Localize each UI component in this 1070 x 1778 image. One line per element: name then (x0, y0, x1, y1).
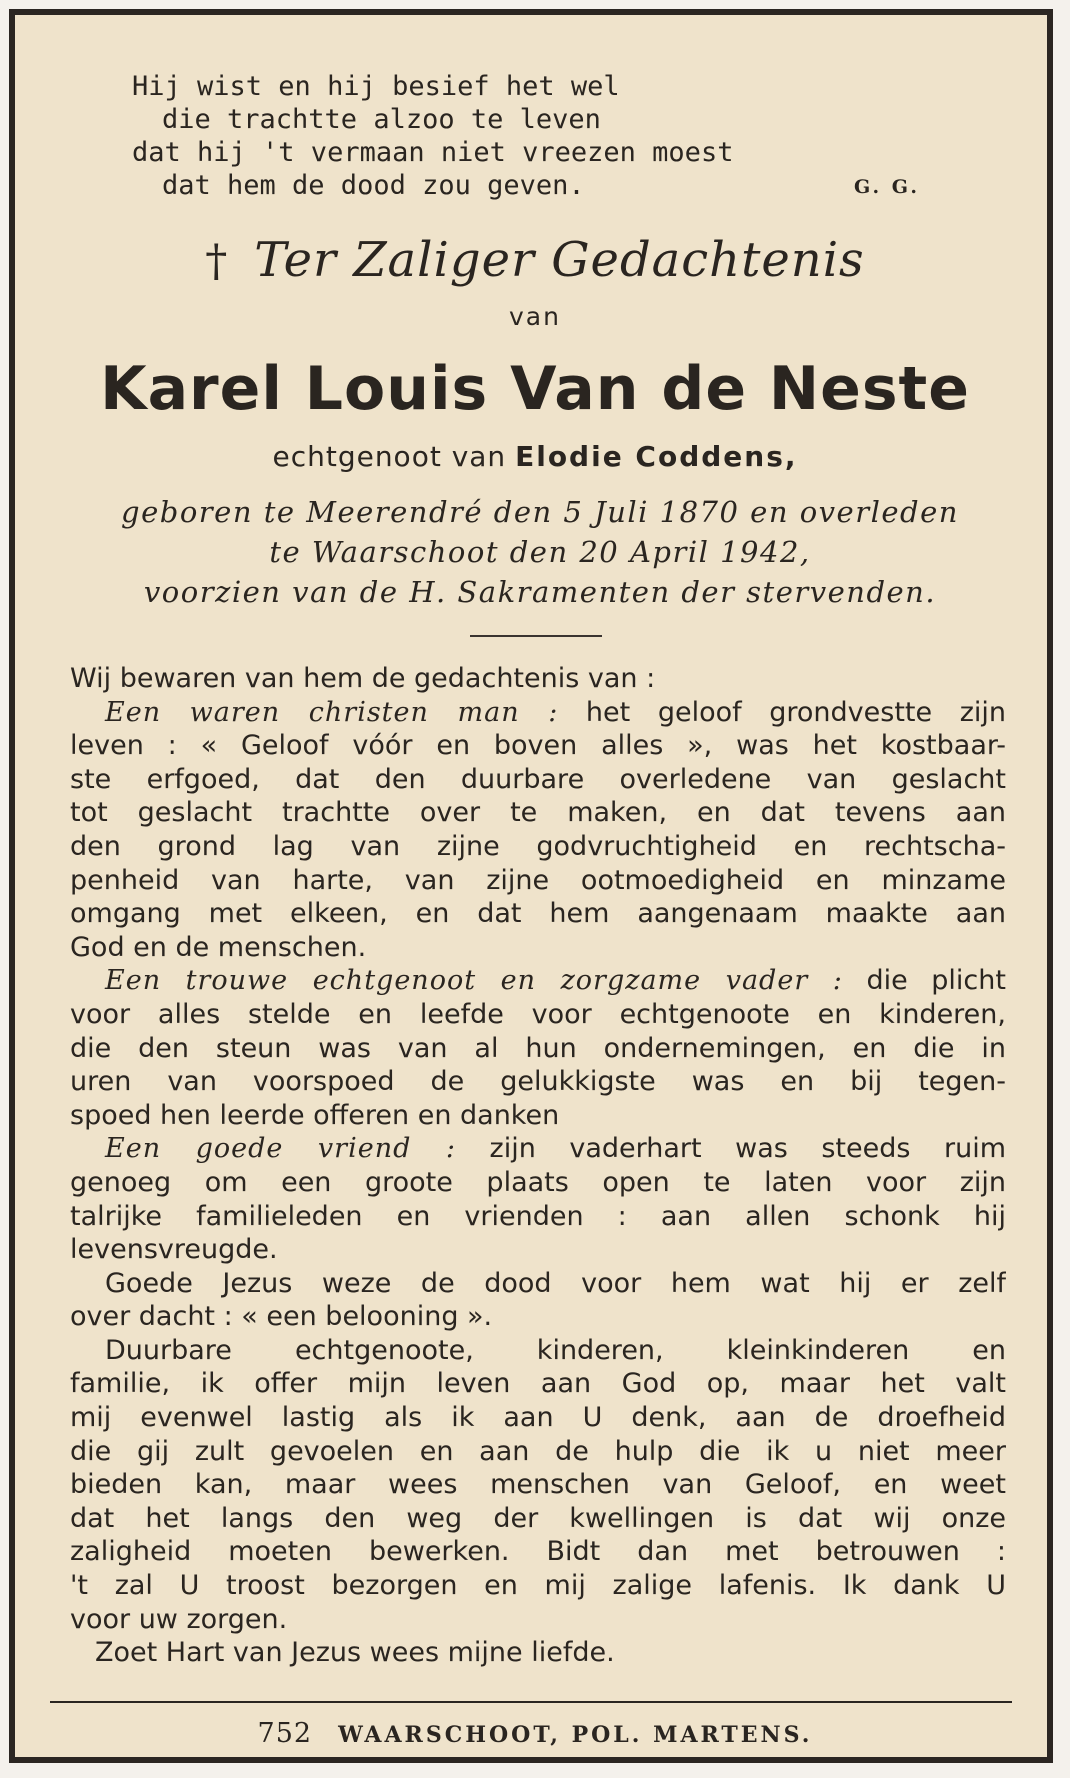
text-fragment: die plicht (866, 965, 1006, 997)
poem-line: Hij wist en hij besief het wel (132, 71, 620, 102)
poem-line: dat hij 't vermaan niet vreezen moest (132, 137, 734, 168)
spouse-prefix: echtgenoot van (272, 440, 507, 473)
text-line: over dacht : « een belooning ». (70, 1301, 493, 1333)
text-line: zaligheid moeten bewerken. Bidt dan met betrouwen : (70, 1536, 1006, 1568)
text-line: familie, ik offer mijn leven aan God op, maar het valt (70, 1368, 1006, 1400)
text-line: voor alles stelde en leefde voor echtgenoote en kinderen, (70, 998, 1006, 1030)
divider (470, 635, 602, 637)
life-details-line: geboren te Meerendré den 5 Juli 1870 en overleden (121, 495, 959, 529)
card-number: 752 (257, 1718, 313, 1749)
text-line: bieden kan, maar wees menschen van Geloof, en weet (70, 1469, 1006, 1501)
text-fragment: zijn vaderhart was steeds ruim (489, 1133, 1006, 1165)
text-line: 't zal U troost bezorgen en mij zalige lafenis. Ik dank U (70, 1570, 1006, 1602)
text-line: leven : « Geloof vóór en boven alles », was het kostbaar- (70, 730, 1006, 762)
text-line (70, 1132, 1006, 1166)
bottom-rule (50, 1701, 1012, 1703)
printer-name: WAARSCHOOT, POL. MARTENS. (338, 1722, 813, 1748)
italic-heading: Een goede vriend : (105, 1133, 456, 1165)
closing-prayer: Zoet Hart van Jezus wees mijne liefde. (95, 1637, 615, 1669)
life-details (60, 492, 1020, 612)
poem-signature: G. G. (854, 176, 920, 198)
van-label: van (509, 302, 561, 331)
text-line: die den steun was van al hun ondernemingen, en die in (70, 1032, 1006, 1064)
text-line: uren van voorspoed de gelukkigste was en bij tegen- (70, 1066, 1006, 1098)
text-line: ste erfgoed, dat den duurbare overledene van geslacht (70, 763, 1006, 795)
text-line: Duurbare echtgenoote, kinderen, kleinkinderen en (105, 1334, 1006, 1366)
memorial-title (0, 232, 1070, 288)
poem (132, 70, 952, 202)
text-line: Wij bewaren van hem de gedachtenis van : (70, 663, 656, 694)
text-line: penheid van harte, van zijne ootmoedigheid en minzame (70, 864, 1006, 896)
text-line: spoed hen leerde offeren en danken (70, 1099, 560, 1131)
text-line (70, 696, 1006, 730)
text-line: mij evenwel lastig als ik aan U denk, aan de droefheid (70, 1402, 1006, 1434)
text-line: voor uw zorgen. (70, 1603, 288, 1635)
text-line: God en de menschen. (70, 931, 367, 963)
text-line: tot geslacht trachtte over te maken, en dat tevens aan (70, 797, 1006, 829)
printer-line (0, 1718, 1070, 1749)
deceased-name: Karel Louis Van de Neste (100, 354, 970, 424)
spouse-name: Elodie Coddens, (515, 440, 798, 473)
text-fragment: het geloof grondvestte zijn (585, 696, 1006, 728)
cross-icon: † (205, 236, 229, 287)
text-line: talrijke familieleden en vrienden : aan allen schonk hij (70, 1200, 1006, 1232)
text-line (70, 964, 1006, 998)
memorial-text: Ter Zaliger Gedachtenis (254, 232, 865, 288)
remembrance-text (70, 662, 1006, 1670)
text-line: levensvreugde. (70, 1234, 278, 1266)
life-details-line: voorzien van de H. Sakramenten der stervenden. (143, 575, 937, 609)
poem-line: dat hem de dood zou geven. (162, 170, 585, 201)
life-details-line: te Waarschoot den 20 April 1942, (269, 535, 811, 569)
text-line: Goede Jezus weze de dood voor hem wat hij er zelf (105, 1267, 1006, 1299)
italic-heading: Een waren christen man : (105, 696, 559, 728)
text-line: omgang met elkeen, en dat hem aangenaam maakte aan (70, 898, 1006, 930)
italic-heading: Een trouwe echtgenoot en zorgzame vader : (105, 965, 843, 997)
text-line: genoeg om een groote plaats open te laten voor zijn (70, 1166, 1006, 1198)
text-line: den grond lag van zijne godvruchtigheid en rechtscha- (70, 830, 1006, 862)
poem-line: die trachtte alzoo te leven (162, 104, 601, 135)
text-line: dat het langs den weg der kwellingen is dat wij onze (70, 1502, 1006, 1534)
spouse-line (0, 440, 1070, 473)
text-line: die gij zult gevoelen en aan de hulp die ik u niet meer (70, 1435, 1006, 1467)
